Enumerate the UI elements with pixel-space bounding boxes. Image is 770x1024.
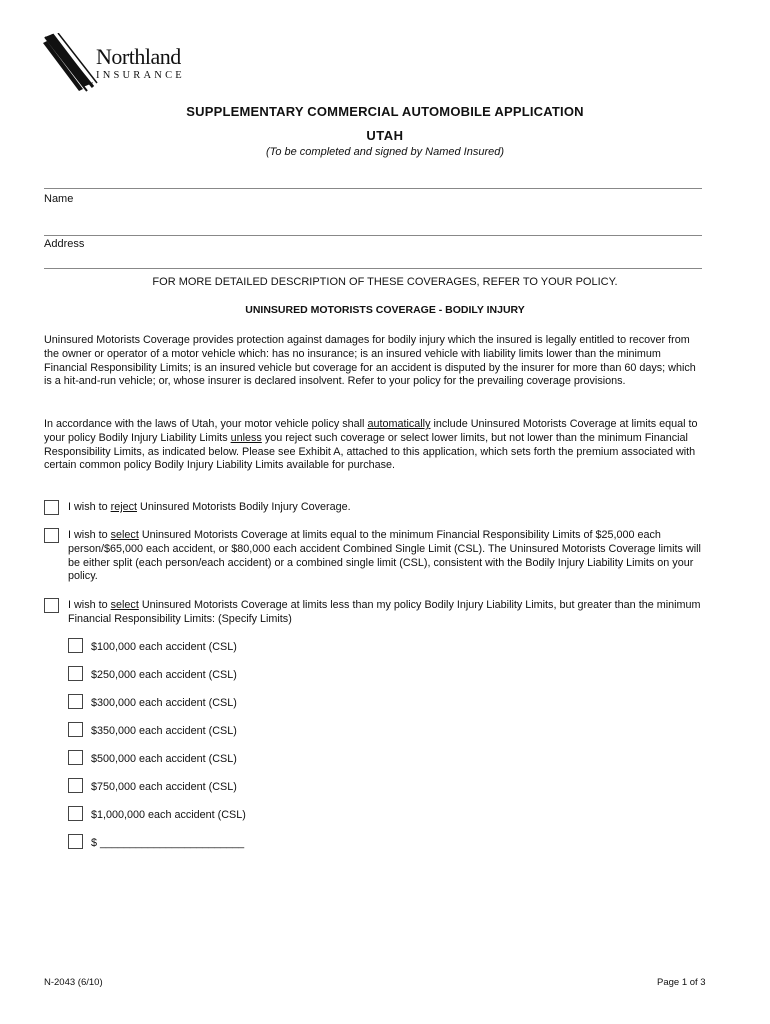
name-label: Name [44,193,74,205]
name-field[interactable] [44,188,702,189]
divider [44,268,702,269]
limit-option-label: $250,000 each accident (CSL) [91,669,237,681]
limit-100000-checkbox[interactable] [68,638,83,653]
form-number: N-2043 (6/10) [44,977,103,988]
limit-350000-checkbox[interactable] [68,722,83,737]
reject-option-label: I wish to reject Uninsured Motorists Bodily Injury Coverage. [68,501,351,513]
address-label: Address [44,238,85,250]
limit-option-label: $100,000 each accident (CSL) [91,641,237,653]
limit-250000-checkbox[interactable] [68,666,83,681]
page-number: Page 1 of 3 [657,977,706,988]
page-subtitle: (To be completed and signed by Named Insured) [265,146,505,158]
select-minimum-option-label: I wish to select Uninsured Motorists Coverage at limits equal to the minimum Financial Responsibility Limits of $25,000 each person/$65,000 each accident, or $80,000 each accident Combined Single Limit (CSL). The Uninsured Motorists Coverage limits will be either split (each person/each accident) or a combined single limit (CSL), consistent with the Bodily Injury Liability Limits on your policy. [68,529,701,583]
page-title: SUPPLEMENTARY COMMERCIAL AUTOMOBILE APPLICATION [186,104,584,119]
state-heading: UTAH [366,128,404,143]
section-title: UNINSURED MOTORISTS COVERAGE - BODILY INJURY [245,304,525,316]
limit-option-label: $350,000 each accident (CSL) [91,725,237,737]
limit-1000000-checkbox[interactable] [68,806,83,821]
logo-name: Northland [96,44,181,69]
select-lower-option-label: I wish to select Uninsured Motorists Coverage at limits less than my policy Bodily Injury Liability Limits, but greater than the minimum Financial Responsibility Limits: (Specify Limits) [68,599,701,625]
limit-other-field[interactable]: $ ________________________ [91,837,245,849]
logo-subtitle: INSURANCE [96,70,185,81]
coverage-description: Uninsured Motorists Coverage provides protection against damages for bodily injury which the insured is legally entitled to recover from the owner or operator of a motor vehicle which: has no insurance; is an insured vehicle with liability limits lower than the minimum Financial Responsibility Limits; is an insured vehicle but coverage for an accident is disputed by the insurer for more than 60 days; which is a hit-and-run vehicle; or, whose insurer is declared insolvent. Refer to your policy for the prevailing coverage provisions. [44,334,696,388]
limit-option-label: $500,000 each accident (CSL) [91,753,237,765]
select-minimum-checkbox[interactable] [44,528,59,543]
limit-other-checkbox[interactable] [68,834,83,849]
limit-option-label: $750,000 each accident (CSL) [91,781,237,793]
law-paragraph: In accordance with the laws of Utah, your motor vehicle policy shall automatically include Uninsured Motorists Coverage at limits equal to your policy Bodily Injury Liability Limits unless you reject such coverage or select lower limits, but not lower than the minimum Financial Responsibility Limits, as indicated below. Please see Exhibit A, attached to this application, which sets forth the premium associated with certain common policy Bodily Injury Liability Limits available for purchase. [44,418,698,472]
limit-300000-checkbox[interactable] [68,694,83,709]
address-field[interactable] [44,235,702,236]
limit-option-label: $300,000 each accident (CSL) [91,697,237,709]
refer-text: FOR MORE DETAILED DESCRIPTION OF THESE COVERAGES, REFER TO YOUR POLICY. [152,276,618,288]
reject-checkbox[interactable] [44,500,59,515]
limit-option-label: $1,000,000 each accident (CSL) [91,809,246,821]
limit-750000-checkbox[interactable] [68,778,83,793]
select-lower-checkbox[interactable] [44,598,59,613]
limit-500000-checkbox[interactable] [68,750,83,765]
